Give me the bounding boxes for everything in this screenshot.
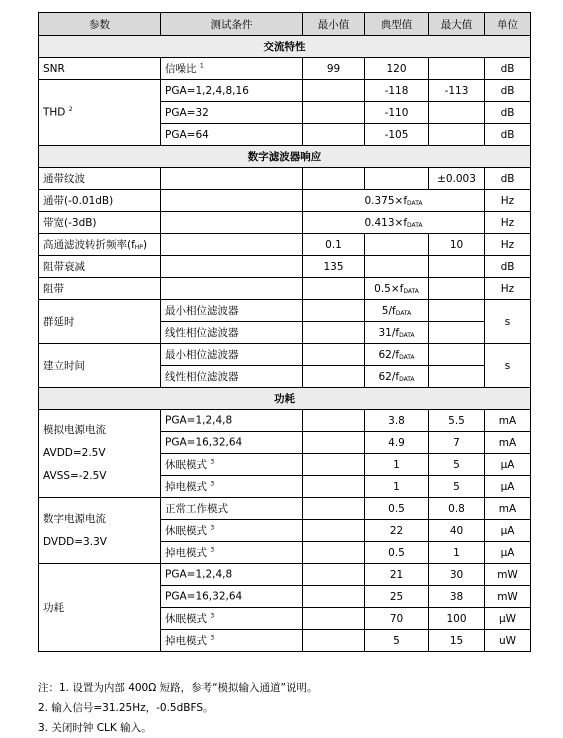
electrical-spec-table: [38, 12, 531, 652]
param-cell: 通带纹波: [39, 168, 161, 190]
condition-cell: PGA=1,2,4,8: [161, 564, 303, 586]
typ-cell: [365, 168, 429, 190]
unit-cell: Hz: [485, 234, 531, 256]
unit-cell: mW: [485, 586, 531, 608]
section-row-ac: [39, 36, 531, 58]
footnote-3: 3. 关闭时钟 CLK 输入。: [38, 722, 152, 734]
min-cell: 99: [303, 58, 365, 80]
typ-cell: 70: [365, 608, 429, 630]
condition-cell: PGA=32: [161, 102, 303, 124]
header-param: 参数: [39, 13, 161, 36]
param-cell-analog-current: 模拟电源电流 AVDD=2.5V AVSS=-2.5V: [39, 410, 161, 498]
max-cell: [429, 102, 485, 124]
condition-cell: 最小相位滤波器: [161, 344, 303, 366]
max-cell: 100: [429, 608, 485, 630]
unit-cell: dB: [485, 256, 531, 278]
table-row: [39, 234, 531, 256]
condition-cell: PGA=64: [161, 124, 303, 146]
min-cell: [303, 520, 365, 542]
min-cell: [303, 168, 365, 190]
param-cell-dissipation: 功耗: [39, 564, 161, 652]
min-cell: [303, 344, 365, 366]
typ-cell: -110: [365, 102, 429, 124]
value-cell: $0.375\times f_{DATA}$: [303, 190, 485, 212]
unit-cell: dB: [485, 80, 531, 102]
unit-cell: Hz: [485, 212, 531, 234]
unit-cell: mW: [485, 564, 531, 586]
typ-cell: 0.5: [365, 542, 429, 564]
max-cell: [429, 124, 485, 146]
condition-cell: [161, 168, 303, 190]
param-cell: 通带(-0.01dB): [39, 190, 161, 212]
param-cell: 高通滤波转折频率$(f_{HP})$: [39, 234, 161, 256]
unit-cell: dB: [485, 124, 531, 146]
section-title-ac: 交流特性: [39, 36, 531, 58]
unit-cell: μA: [485, 476, 531, 498]
param-cell: SNR: [39, 58, 161, 80]
unit-cell: dB: [485, 102, 531, 124]
table-row: [39, 498, 531, 520]
typ-cell: 25: [365, 586, 429, 608]
typ-cell: 22: [365, 520, 429, 542]
min-cell: [303, 102, 365, 124]
condition-cell: [161, 190, 303, 212]
min-cell: 0.1: [303, 234, 365, 256]
param-cell-digital-current: 数字电源电流 DVDD=3.3V: [39, 498, 161, 564]
param-cell: 带宽(-3dB): [39, 212, 161, 234]
condition-cell: PGA=16,32,64: [161, 586, 303, 608]
condition-cell: 掉电模式 $^3$: [161, 476, 303, 498]
max-cell: 5: [429, 454, 485, 476]
typ-cell: $31/f_{DATA}$: [365, 322, 429, 344]
section-row-power: [39, 388, 531, 410]
max-cell: [429, 366, 485, 388]
typ-cell: [365, 256, 429, 278]
condition-cell: PGA=1,2,4,8: [161, 410, 303, 432]
max-cell: [429, 322, 485, 344]
max-cell: 7: [429, 432, 485, 454]
condition-cell: 休眠模式 $^3$: [161, 454, 303, 476]
header-typ: 典型值: [365, 13, 429, 36]
header-unit: 单位: [485, 13, 531, 36]
unit-cell: uW: [485, 630, 531, 652]
footnote-1: 注：1. 设置为内部 400Ω 短路，参考“模拟输入通道”说明。: [38, 682, 318, 694]
max-cell: [429, 256, 485, 278]
max-cell: -113: [429, 80, 485, 102]
table-row: [39, 212, 531, 234]
min-cell: [303, 476, 365, 498]
max-cell: 5: [429, 476, 485, 498]
max-cell: [429, 278, 485, 300]
min-cell: [303, 300, 365, 322]
condition-cell: 休眠模式 $^3$: [161, 608, 303, 630]
max-cell: [429, 344, 485, 366]
unit-cell: μA: [485, 454, 531, 476]
unit-cell: s: [485, 344, 531, 388]
section-title-power: 功耗: [39, 388, 531, 410]
param-cell-settling-time: 建立时间: [39, 344, 161, 388]
min-cell: [303, 410, 365, 432]
spec-table-wrapper: [38, 12, 530, 652]
typ-cell: 21: [365, 564, 429, 586]
condition-cell: PGA=16,32,64: [161, 432, 303, 454]
param-cell: 阻带: [39, 278, 161, 300]
condition-cell: 最小相位滤波器: [161, 300, 303, 322]
min-cell: [303, 454, 365, 476]
table-row: [39, 410, 531, 432]
min-cell: [303, 630, 365, 652]
typ-cell: 5: [365, 630, 429, 652]
footnote-2: 2. 输入信号=31.25Hz，-0.5dBFS。: [38, 702, 214, 714]
param-cell-thd: THD $^2$: [39, 80, 161, 146]
unit-cell: μW: [485, 608, 531, 630]
condition-cell: [161, 234, 303, 256]
max-cell: ±0.003: [429, 168, 485, 190]
min-cell: [303, 278, 365, 300]
max-cell: 1: [429, 542, 485, 564]
header-condition: 测试条件: [161, 13, 303, 36]
footnotes: [38, 678, 317, 738]
param-cell: 阻带衰减: [39, 256, 161, 278]
condition-cell: 线性相位滤波器: [161, 322, 303, 344]
max-cell: 30: [429, 564, 485, 586]
min-cell: [303, 80, 365, 102]
typ-cell: 1: [365, 476, 429, 498]
max-cell: 10: [429, 234, 485, 256]
min-cell: [303, 432, 365, 454]
typ-cell: $62/f_{DATA}$: [365, 344, 429, 366]
condition-cell: [161, 256, 303, 278]
header-min: 最小值: [303, 13, 365, 36]
section-row-filter: [39, 146, 531, 168]
condition-cell: 线性相位滤波器: [161, 366, 303, 388]
min-cell: [303, 564, 365, 586]
condition-cell: 休眠模式 $^3$: [161, 520, 303, 542]
condition-cell: [161, 278, 303, 300]
table-row: [39, 80, 531, 102]
unit-cell: s: [485, 300, 531, 344]
unit-cell: μA: [485, 542, 531, 564]
min-cell: [303, 608, 365, 630]
unit-cell: dB: [485, 168, 531, 190]
min-cell: [303, 124, 365, 146]
table-row: [39, 344, 531, 366]
min-cell: 135: [303, 256, 365, 278]
table-row: [39, 300, 531, 322]
unit-cell: dB: [485, 58, 531, 80]
typ-cell: -118: [365, 80, 429, 102]
typ-cell: $62/f_{DATA}$: [365, 366, 429, 388]
header-max: 最大值: [429, 13, 485, 36]
min-cell: [303, 498, 365, 520]
unit-cell: Hz: [485, 278, 531, 300]
condition-cell: 正常工作模式: [161, 498, 303, 520]
max-cell: [429, 300, 485, 322]
unit-cell: μA: [485, 520, 531, 542]
max-cell: 0.8: [429, 498, 485, 520]
typ-cell: 0.5: [365, 498, 429, 520]
table-row: [39, 564, 531, 586]
typ-cell: $0.5\times f_{DATA}$: [365, 278, 429, 300]
max-cell: 15: [429, 630, 485, 652]
max-cell: 5.5: [429, 410, 485, 432]
section-title-filter: 数字滤波器响应: [39, 146, 531, 168]
table-row: [39, 190, 531, 212]
unit-cell: mA: [485, 432, 531, 454]
condition-cell: 信噪比 $^1$: [161, 58, 303, 80]
table-row: [39, 168, 531, 190]
typ-cell: [365, 234, 429, 256]
max-cell: 40: [429, 520, 485, 542]
typ-cell: 3.8: [365, 410, 429, 432]
unit-cell: Hz: [485, 190, 531, 212]
unit-cell: mA: [485, 498, 531, 520]
typ-cell: 120: [365, 58, 429, 80]
condition-cell: 掉电模式 $^3$: [161, 542, 303, 564]
header-row: [39, 13, 531, 36]
condition-cell: PGA=1,2,4,8,16: [161, 80, 303, 102]
table-row: [39, 278, 531, 300]
condition-cell: 掉电模式 $^3$: [161, 630, 303, 652]
max-cell: 38: [429, 586, 485, 608]
typ-cell: 1: [365, 454, 429, 476]
min-cell: [303, 586, 365, 608]
condition-cell: [161, 212, 303, 234]
typ-cell: $5/f_{DATA}$: [365, 300, 429, 322]
param-cell-group-delay: 群延时: [39, 300, 161, 344]
value-cell: $0.413\times f_{DATA}$: [303, 212, 485, 234]
min-cell: [303, 322, 365, 344]
unit-cell: mA: [485, 410, 531, 432]
max-cell: [429, 58, 485, 80]
table-row: [39, 58, 531, 80]
min-cell: [303, 366, 365, 388]
table-row: [39, 256, 531, 278]
typ-cell: -105: [365, 124, 429, 146]
min-cell: [303, 542, 365, 564]
typ-cell: 4.9: [365, 432, 429, 454]
